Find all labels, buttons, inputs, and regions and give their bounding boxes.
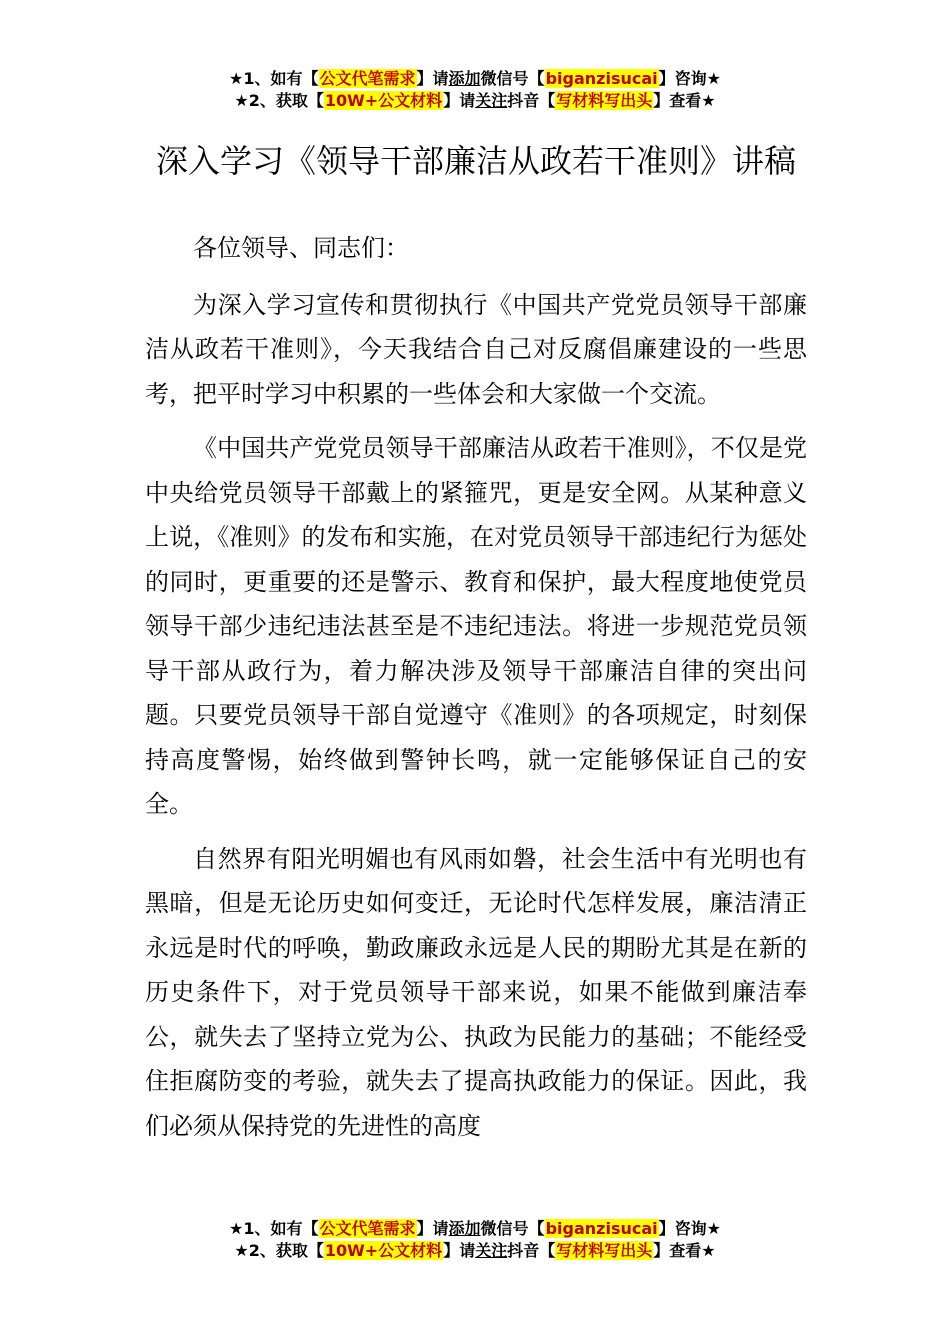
ad-highlight: 写材料写出头: [556, 1241, 653, 1260]
ad-highlight: 公文代笔需求: [319, 69, 416, 88]
ad-text: 抖音【: [507, 1241, 556, 1260]
ad-text: 】请: [443, 91, 476, 110]
ad-highlight: biganzisucai: [545, 1219, 658, 1238]
ad-line-2: [0, 90, 950, 112]
ad-text: 】请: [443, 1241, 476, 1260]
body-paragraph: 《中国共产党党员领导干部廉洁从政若干准则》，不仅是党中央给党员领导干部戴上的紧箍咒，更是安全网。从某种意义上说，《准则》的发布和实施，在对党员领导干部违纪行为惩处的同时，更重要的还是警示、教育和保护，最大程度地使党员领导干部少违纪违法甚至是不违纪违法。将进一步规范党员领导干部从政行为，着力解决涉及领导干部廉洁自律的突出问题。只要党员领导干部自觉遵守《准则》的各项规定，时刻保持高度警惕，始终做到警钟长鸣，就一定能够保证自己的安全。: [145, 434, 807, 818]
body-paragraph: 自然界有阳光明媚也有风雨如磐，社会生活中有光明也有黑暗，但是无论历史如何变迁，无论时代怎样发展，廉洁清正永远是时代的呼唤，勤政廉政永远是人民的期盼尤其是在新的历史条件下，对于党员领导干部来说，如果不能做到廉洁奉公，就失去了坚持立党为公、执政为民能力的基础；不能经受住拒腐防变的考验，就失去了提高执政能力的保证。因此，我们必须从保持党的先进性的高度: [145, 844, 807, 1140]
ad-text: ★1、如有【: [229, 69, 319, 88]
ad-text: 】请: [416, 1219, 449, 1238]
ad-emphasis: 关注: [475, 91, 508, 110]
ad-line-2: [0, 1240, 950, 1262]
ad-highlight: biganzisucai: [545, 69, 658, 88]
ad-text: 抖音【: [507, 91, 556, 110]
ad-line-1: [0, 1218, 950, 1240]
top-ad-banner: [0, 68, 950, 112]
ad-text: 】咨询★: [658, 1219, 721, 1238]
ad-line-1: [0, 68, 950, 90]
ad-text: ★1、如有【: [229, 1219, 319, 1238]
ad-text: 】查看★: [653, 1241, 716, 1260]
body-paragraph: 为深入学习宣传和贯彻执行《中国共产党党员领导干部廉洁从政若干准则》，今天我结合自己对反腐倡廉建设的一些思考，把平时学习中积累的一些体会和大家做一个交流。: [145, 290, 807, 408]
ad-emphasis: 添加: [448, 1219, 481, 1238]
ad-highlight: 写材料写出头: [556, 91, 653, 110]
document-body: [145, 226, 807, 1158]
greeting: 各位领导、同志们：: [193, 234, 409, 262]
ad-text: ★2、获取【: [234, 1241, 324, 1260]
ad-text: 】咨询★: [658, 69, 721, 88]
bottom-ad-banner: [0, 1218, 950, 1262]
ad-highlight: 10W+公文材料: [324, 91, 443, 110]
ad-text: 微信号【: [480, 69, 545, 88]
ad-emphasis: 添加: [448, 69, 481, 88]
ad-highlight: 10W+公文材料: [324, 1241, 443, 1260]
ad-emphasis: 关注: [475, 1241, 508, 1260]
ad-text: 】查看★: [653, 91, 716, 110]
document-title: 深入学习《领导干部廉洁从政若干准则》讲稿: [155, 142, 796, 181]
ad-text: 微信号【: [480, 1219, 545, 1238]
ad-text: ★2、获取【: [234, 91, 324, 110]
ad-highlight: 公文代笔需求: [319, 1219, 416, 1238]
ad-text: 】请: [416, 69, 449, 88]
